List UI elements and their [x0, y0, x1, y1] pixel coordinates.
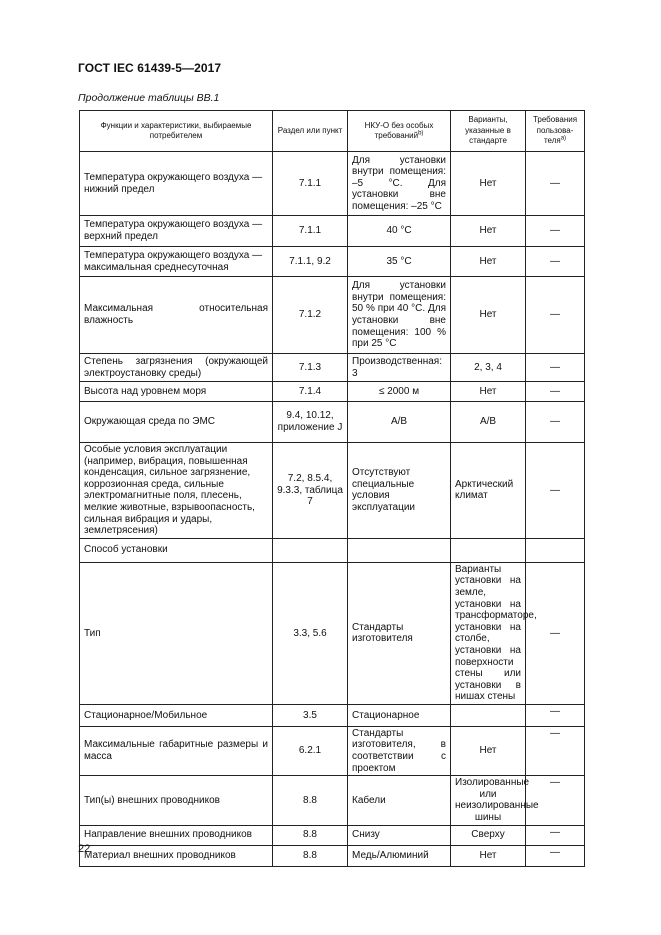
no-special-cell: Медь/Алюминий: [348, 845, 451, 866]
no-special-cell: Отсутствуют специальные условия эксплуатации: [348, 443, 451, 539]
no-special-cell: Производственная: 3: [348, 354, 451, 382]
variants-cell: Нет: [451, 277, 526, 354]
user-req-cell: —: [526, 382, 585, 402]
table-row: [80, 825, 585, 845]
table-row: [80, 216, 585, 247]
function-cell: Окружающая среда по ЭМС: [80, 402, 273, 443]
function-cell: Высота над уровнем моря: [80, 382, 273, 402]
header-functions: Функции и характеристики, выбираемые потребителем: [80, 111, 273, 152]
variants-cell: Изолированные или неизолированные шины: [451, 776, 526, 825]
clause-cell: 9.4, 10.12, приложение J: [273, 402, 348, 443]
function-cell: Способ установки: [80, 538, 273, 562]
header-clause: Раздел или пункт: [273, 111, 348, 152]
variants-cell: Арктический климат: [451, 443, 526, 539]
clause-cell: 8.8: [273, 825, 348, 845]
table-row: [80, 354, 585, 382]
variants-cell: A/B: [451, 402, 526, 443]
clause-cell: 7.1.1, 9.2: [273, 247, 348, 277]
user-req-cell: —: [526, 776, 585, 825]
table-row: [80, 704, 585, 726]
clause-cell: 3.5: [273, 704, 348, 726]
table-row: [80, 382, 585, 402]
table-header-row: [80, 111, 585, 152]
clause-cell: 7.1.1: [273, 216, 348, 247]
no-special-cell: A/B: [348, 402, 451, 443]
table-row: [80, 845, 585, 866]
user-req-cell: —: [526, 216, 585, 247]
variants-cell: Нет: [451, 152, 526, 216]
function-cell: Степень загрязнения (окружающей электроустановку среды): [80, 354, 273, 382]
function-cell: Максимальные габаритные размеры и масса: [80, 726, 273, 775]
function-cell: Температура окружающего воздуха — нижний предел: [80, 152, 273, 216]
standard-title: ГОСТ IEC 61439-5—2017: [78, 61, 222, 75]
header-user-req-footnote: a): [560, 135, 567, 142]
user-req-cell: —: [526, 354, 585, 382]
table-row: [80, 776, 585, 825]
table-row: [80, 152, 585, 216]
user-req-cell: —: [526, 726, 585, 775]
function-cell: Особые условия эксплуатации (например, вибрация, повышенная конденсация, сильное загрязнение, коррозионная среда, сильные электромагнитные поля, плесень, мелкие животные, взрывоопасность, сильная вибрация и удары, землетрясения): [80, 443, 273, 539]
user-req-cell: —: [526, 247, 585, 277]
table-row: [80, 247, 585, 277]
table-row: [80, 402, 585, 443]
variants-cell: Нет: [451, 845, 526, 866]
no-special-cell: Снизу: [348, 825, 451, 845]
variants-cell: Нет: [451, 382, 526, 402]
function-cell: Материал внешних проводников: [80, 845, 273, 866]
variants-cell: Нет: [451, 216, 526, 247]
function-cell: Направление внешних проводников: [80, 825, 273, 845]
clause-cell: 3.3, 5.6: [273, 562, 348, 704]
no-special-cell: Для установки внутри помещения: 50 % при 40 °C. Для установки вне помещения: 100 % при 25 °C: [348, 277, 451, 354]
header-no-special: [348, 111, 451, 152]
user-req-cell: —: [526, 845, 585, 866]
table-row: [80, 562, 585, 704]
clause-cell: 7.1.3: [273, 354, 348, 382]
no-special-cell: 35 °C: [348, 247, 451, 277]
function-cell: Максимальная относительная влажность: [80, 277, 273, 354]
function-cell: Тип(ы) внешних проводников: [80, 776, 273, 825]
no-special-cell: 40 °C: [348, 216, 451, 247]
user-req-cell: —: [526, 825, 585, 845]
no-special-cell: Стандарты изготовителя: [348, 562, 451, 704]
table-row: [80, 443, 585, 539]
header-no-special-text: НКУ-О без особых требований: [364, 120, 434, 140]
no-special-cell: ≤ 2000 м: [348, 382, 451, 402]
clause-cell: 7.1.1: [273, 152, 348, 216]
variants-cell: [451, 704, 526, 726]
page-number: 22: [78, 843, 91, 855]
clause-cell: 6.2.1: [273, 726, 348, 775]
variants-cell: Сверху: [451, 825, 526, 845]
variants-cell: 2, 3, 4: [451, 354, 526, 382]
no-special-cell: Стандарты изготовителя, в соответствии с проектом: [348, 726, 451, 775]
no-special-cell: Для установки внутри помещения: –5 °C. Для установки вне помещения: –25 °C: [348, 152, 451, 216]
clause-cell: 7.1.4: [273, 382, 348, 402]
table-row: [80, 726, 585, 775]
variants-cell: Нет: [451, 726, 526, 775]
user-req-cell: —: [526, 152, 585, 216]
function-cell: Стационарное/Мобильное: [80, 704, 273, 726]
user-req-cell: —: [526, 402, 585, 443]
clause-cell: 8.8: [273, 776, 348, 825]
table-caption: Продолжение таблицы ВВ.1: [78, 92, 220, 104]
variants-cell: Нет: [451, 247, 526, 277]
variants-cell: Варианты установки на земле, установки на трансформаторе, установки на столбе, установки на поверхности стены или установки в нишах стены: [451, 562, 526, 704]
no-special-cell: Кабели: [348, 776, 451, 825]
user-req-cell: [526, 538, 585, 562]
function-cell: Температура окружающего воздуха — верхний предел: [80, 216, 273, 247]
table-row: [80, 538, 585, 562]
table-row: [80, 277, 585, 354]
no-special-cell: [348, 538, 451, 562]
user-req-cell: —: [526, 704, 585, 726]
function-cell: Температура окружающего воздуха — максимальная среднесуточная: [80, 247, 273, 277]
variants-cell: [451, 538, 526, 562]
requirements-table: [79, 110, 585, 867]
clause-cell: 7.1.2: [273, 277, 348, 354]
header-user-req-text: Требования пользова-теля: [532, 115, 578, 146]
user-req-cell: —: [526, 443, 585, 539]
function-cell: Тип: [80, 562, 273, 704]
header-no-special-footnote: b): [418, 130, 424, 137]
user-req-cell: —: [526, 562, 585, 704]
no-special-cell: Стационарное: [348, 704, 451, 726]
clause-cell: [273, 538, 348, 562]
user-req-cell: —: [526, 277, 585, 354]
clause-cell: 7.2, 8.5.4, 9.3.3, таблица 7: [273, 443, 348, 539]
clause-cell: 8.8: [273, 845, 348, 866]
header-user-req: [526, 111, 585, 152]
header-variants: Варианты, указанные в стандарте: [451, 111, 526, 152]
